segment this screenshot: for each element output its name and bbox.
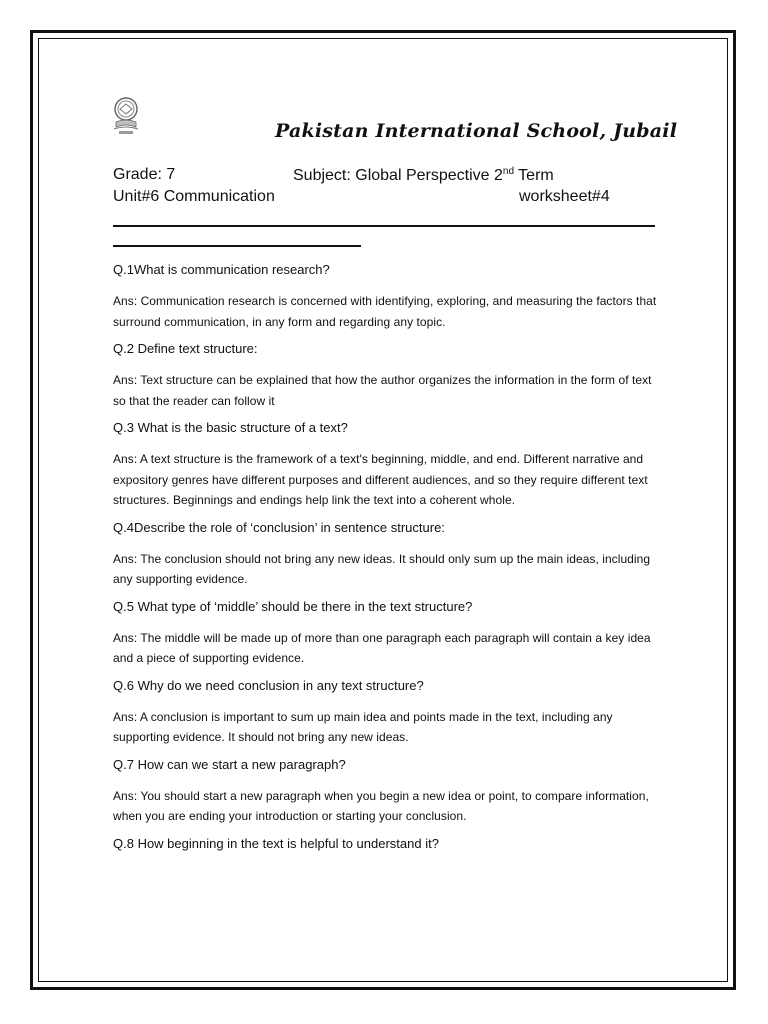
subject-label: Subject: Global Perspective 2nd Term bbox=[293, 166, 554, 184]
grade-label: Grade: 7 bbox=[113, 166, 176, 183]
question-2: Q.2 Define text structure: bbox=[113, 341, 258, 356]
school-name: Pakistan International School, Jubail bbox=[275, 120, 678, 142]
question-4: Q.4Describe the role of ‘conclusion’ in sentence structure: bbox=[113, 519, 445, 535]
question-answer-list bbox=[113, 262, 661, 865]
header-divider-short bbox=[113, 245, 361, 247]
question-5: Q.5 What type of ‘middle’ should be there in the text structure? bbox=[113, 598, 473, 614]
question-6: Q.6 Why do we need conclusion in any text structure? bbox=[113, 677, 424, 693]
answer-1: Ans: Communication research is concerned with identifying, exploring, and measuring the factors that surround communication, in any form and regarding any topic. bbox=[113, 294, 657, 329]
question-7: Q.7 How can we start a new paragraph? bbox=[113, 756, 346, 772]
unit-label: Unit#6 Communication bbox=[113, 188, 275, 205]
answer-7: Ans: You should start a new paragraph when you begin a new idea or point, to compare information, when you are ending your introduction or starting your conclusion. bbox=[113, 788, 649, 823]
question-3: Q.3 What is the basic structure of a text? bbox=[113, 420, 348, 435]
answer-5: Ans: The middle will be made up of more than one paragraph each paragraph will contain a key idea and a piece of supporting evidence. bbox=[113, 630, 651, 665]
question-8: Q.8 How beginning in the text is helpful to understand it? bbox=[113, 835, 439, 851]
header-divider bbox=[113, 225, 655, 227]
school-crest-icon bbox=[111, 96, 141, 138]
answer-6: Ans: A conclusion is important to sum up main idea and points made in the text, including any supporting evidence. It should not bring any new ideas. bbox=[113, 709, 613, 744]
question-1: Q.1What is communication research? bbox=[113, 262, 330, 277]
answer-3: Ans: A text structure is the framework of a text's beginning, middle, and end. Different narrative and expository genres have different purposes and different audiences, and so they require different text structures. Beginnings and endings help link the text into a coherent whole. bbox=[113, 452, 648, 507]
answer-2: Ans: Text structure can be explained that how the author organizes the information in the form of text so that the reader can follow it bbox=[113, 373, 652, 408]
answer-4: Ans: The conclusion should not bring any new ideas. It should only sum up the main ideas, including any supporting evidence. bbox=[113, 551, 651, 586]
worksheet-label: worksheet#4 bbox=[519, 188, 610, 205]
